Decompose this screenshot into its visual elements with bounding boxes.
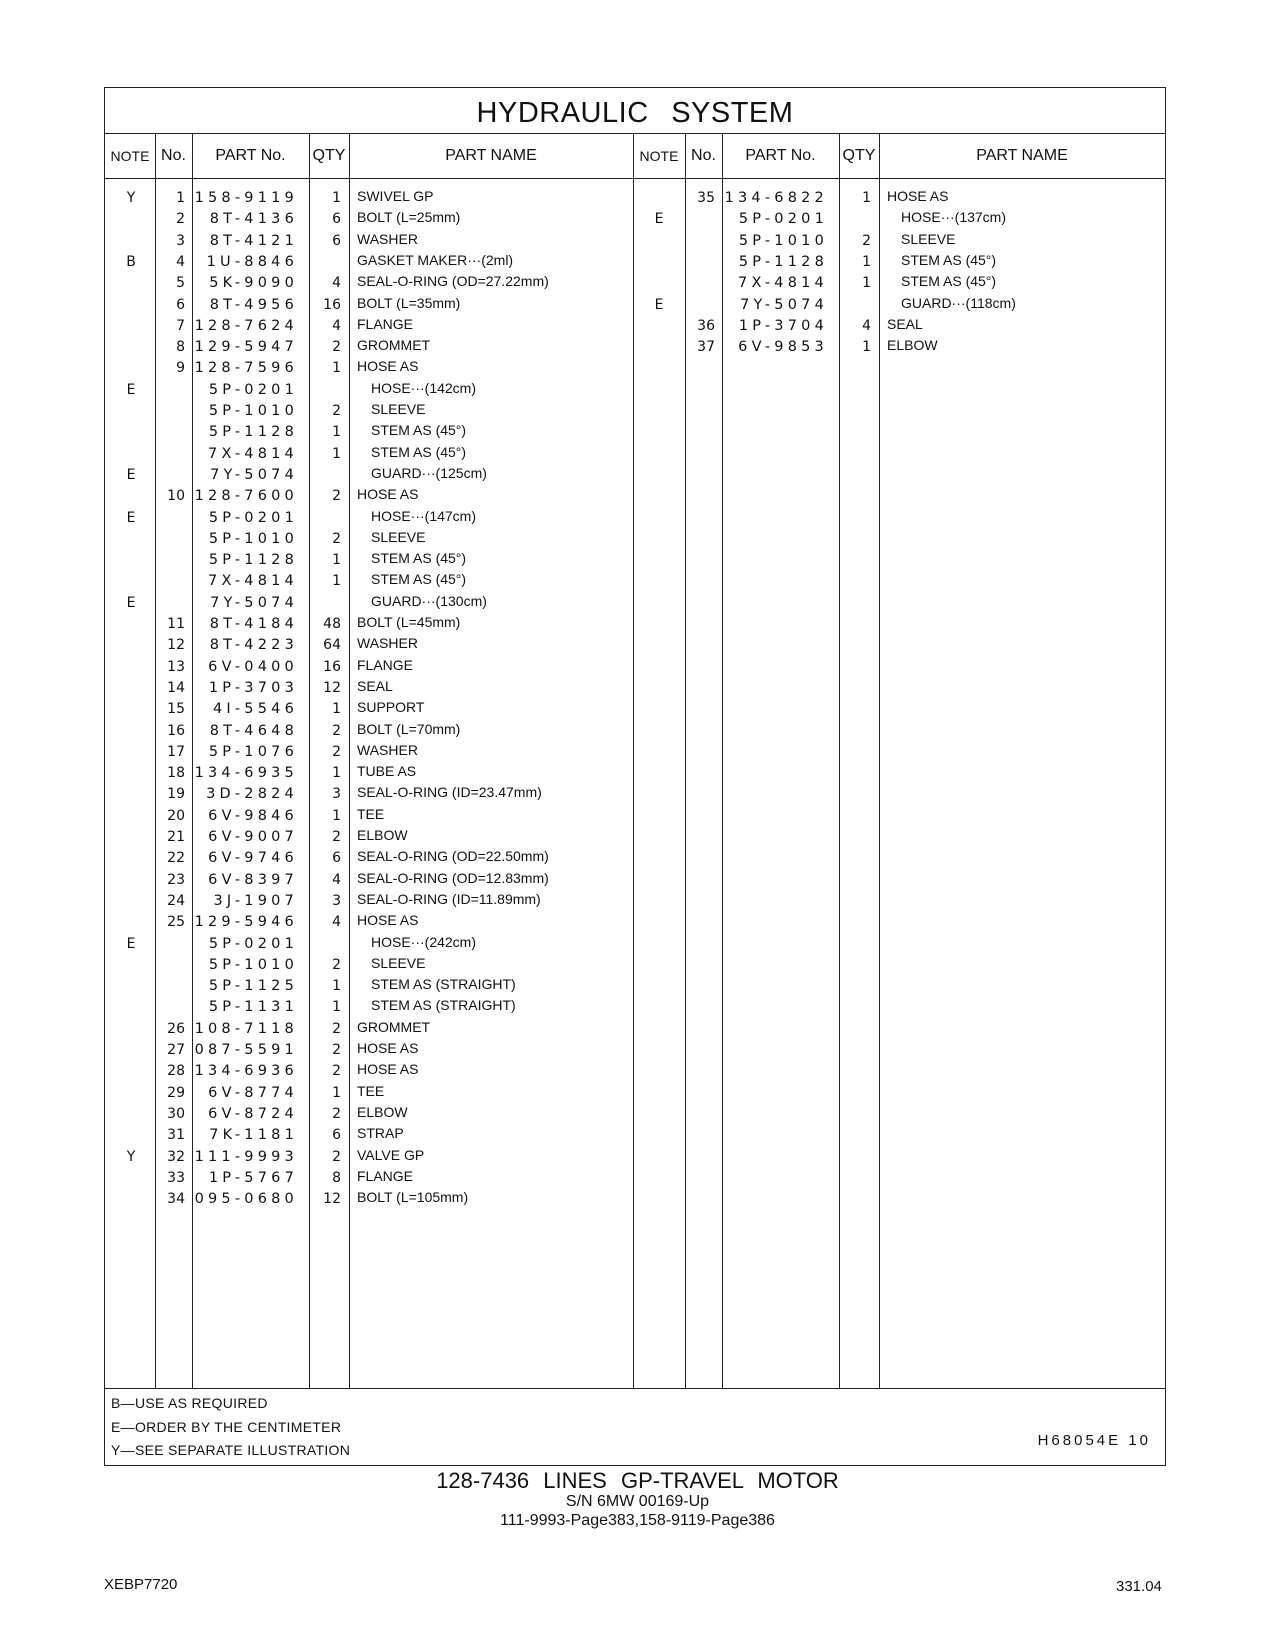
row-part-name: SEAL-O-RING (OD=27.22mm) xyxy=(357,273,549,290)
row-item-number: 20 xyxy=(167,807,185,824)
row-part-number: 6V-9846 xyxy=(208,807,298,824)
table-header xyxy=(105,134,1165,179)
row-quantity: 1 xyxy=(332,1084,341,1101)
header-name-right: PART NAME xyxy=(976,147,1068,164)
row-item-number: 3 xyxy=(176,232,185,249)
table-row xyxy=(105,358,1165,380)
table-row xyxy=(105,934,1165,956)
table-row xyxy=(105,1168,1165,1190)
table-row xyxy=(105,997,1165,1019)
row-part-name: ELBOW xyxy=(357,1103,408,1120)
row-item-number: 7 xyxy=(176,317,185,334)
row-part-number: 5P-1128 xyxy=(738,253,828,270)
row-part-name: GUARD···(125cm) xyxy=(371,464,487,481)
row-quantity: 12 xyxy=(323,1191,341,1208)
row-part-name: HOSE···(137cm) xyxy=(901,209,1007,226)
header-part-right: PART No. xyxy=(745,147,816,164)
table-row xyxy=(105,295,1165,317)
row-quantity: 1 xyxy=(332,765,341,782)
table-row xyxy=(105,465,1165,487)
row-part-name: WASHER xyxy=(357,741,418,758)
row-part-number: 6V-9007 xyxy=(208,829,298,845)
row-part-number: 5P-1128 xyxy=(208,424,298,441)
row-item-number: 10 xyxy=(167,488,185,505)
parts-table-frame xyxy=(104,87,1166,1466)
row-item-number: 14 xyxy=(167,679,185,696)
row-part-name: WASHER xyxy=(357,635,418,652)
row-item-number: 22 xyxy=(167,850,185,867)
row-item-number: 2 xyxy=(176,211,185,228)
row-quantity: 16 xyxy=(323,296,341,313)
table-footer xyxy=(105,1388,1165,1465)
row-note: E xyxy=(126,381,136,398)
row-part-number: 5P-0201 xyxy=(208,509,298,526)
table-row xyxy=(105,827,1165,849)
row-quantity: 16 xyxy=(323,658,341,675)
row-part-name: VALVE GP xyxy=(357,1146,425,1163)
table-row xyxy=(105,486,1165,508)
row-item-number: 35 xyxy=(697,190,715,206)
header-qty-left: QTY xyxy=(312,147,346,164)
row-part-number: 6V-8774 xyxy=(208,1084,298,1101)
footnote-e: E—ORDER BY THE CENTIMETER xyxy=(111,1419,342,1435)
row-part-name: SEAL-O-RING (ID=23.47mm) xyxy=(357,784,542,801)
row-quantity: 2 xyxy=(332,743,341,760)
table-row xyxy=(105,699,1165,721)
row-part-number: 095-0680 xyxy=(194,1191,298,1208)
row-part-number: 5P-1010 xyxy=(208,403,298,419)
row-part-number: 7K-1181 xyxy=(209,1127,298,1144)
row-part-number: 134-6822 xyxy=(724,190,828,206)
row-part-number: 7X-4814 xyxy=(208,445,298,462)
row-part-number: 108-7118 xyxy=(194,1020,298,1037)
row-note: Y xyxy=(126,190,136,206)
row-part-number: 8T-4121 xyxy=(209,232,298,249)
row-note: E xyxy=(126,935,136,952)
row-part-name: WASHER xyxy=(357,230,418,247)
row-part-name: HOSE AS xyxy=(357,912,419,929)
row-quantity: 64 xyxy=(323,637,341,654)
table-row xyxy=(105,848,1165,870)
row-item-number: 31 xyxy=(167,1127,185,1144)
row-quantity: 3 xyxy=(332,786,341,803)
row-part-number: 5P-0201 xyxy=(208,381,298,398)
table-row xyxy=(105,252,1165,274)
row-quantity: 1 xyxy=(332,190,341,206)
table-row xyxy=(105,380,1165,402)
table-row xyxy=(105,976,1165,998)
table-row xyxy=(105,273,1165,295)
row-part-number: 8T-4184 xyxy=(209,616,298,632)
row-item-number: 27 xyxy=(167,1042,185,1058)
table-row xyxy=(105,1061,1165,1083)
table-row xyxy=(105,529,1165,551)
row-item-number: 11 xyxy=(167,616,185,632)
row-part-number: 129-5947 xyxy=(194,339,298,356)
row-part-name: STEM AS (45°) xyxy=(371,443,467,460)
row-note: E xyxy=(654,211,664,228)
row-quantity: 1 xyxy=(332,360,341,377)
row-quantity: 2 xyxy=(332,530,341,547)
row-part-number: 8T-4648 xyxy=(209,722,298,739)
row-part-number: 7X-4814 xyxy=(208,573,298,590)
row-part-name: SEAL xyxy=(887,315,923,332)
row-part-number: 7Y-5074 xyxy=(210,594,298,611)
table-row xyxy=(105,763,1165,785)
table-row xyxy=(105,806,1165,828)
row-part-name: BOLT (L=35mm) xyxy=(357,294,461,311)
row-quantity: 1 xyxy=(332,552,341,569)
row-part-name: STEM AS (STRAIGHT) xyxy=(371,976,516,993)
row-part-number: 5P-1125 xyxy=(208,978,298,995)
row-quantity: 1 xyxy=(332,807,341,824)
footnote-y: Y—SEE SEPARATE ILLUSTRATION xyxy=(111,1442,351,1458)
table-row xyxy=(105,635,1165,657)
row-item-number: 32 xyxy=(167,1148,185,1165)
header-no-left: No. xyxy=(161,147,186,164)
row-part-name: STEM AS (45°) xyxy=(371,571,467,588)
row-part-number: 8T-4956 xyxy=(209,296,298,313)
row-part-name: SUPPORT xyxy=(357,699,425,716)
row-item-number: 18 xyxy=(167,765,185,782)
row-part-name: STRAP xyxy=(357,1125,404,1142)
row-part-name: SEAL-O-RING (OD=22.50mm) xyxy=(357,848,549,865)
table-row xyxy=(105,188,1165,210)
row-quantity: 2 xyxy=(332,956,341,973)
row-part-number: 7Y-5074 xyxy=(740,296,828,313)
table-row xyxy=(105,316,1165,338)
row-part-number: 1U-8846 xyxy=(206,253,298,270)
row-item-number: 21 xyxy=(167,829,185,845)
row-part-name: TEE xyxy=(357,1082,385,1099)
row-part-name: GUARD···(130cm) xyxy=(371,592,487,609)
row-part-name: HOSE···(242cm) xyxy=(371,933,477,950)
row-item-number: 29 xyxy=(167,1084,185,1101)
row-part-name: SLEEVE xyxy=(371,401,426,417)
row-part-name: HOSE AS xyxy=(357,1040,419,1056)
row-quantity: 4 xyxy=(332,914,341,931)
row-part-number: 5P-1010 xyxy=(208,530,298,547)
row-part-name: SLEEVE xyxy=(371,954,426,971)
header-part-left: PART No. xyxy=(215,147,286,164)
row-part-number: 128-7624 xyxy=(194,317,298,334)
footnote-b: B—USE AS REQUIRED xyxy=(111,1395,268,1411)
header-note-right: NOTE xyxy=(639,148,679,164)
row-part-name: BOLT (L=105mm) xyxy=(357,1189,469,1206)
row-quantity: 1 xyxy=(332,999,341,1016)
row-part-name: SLEEVE xyxy=(371,528,426,545)
row-part-name: HOSE AS xyxy=(357,486,419,503)
row-quantity: 12 xyxy=(323,679,341,696)
row-item-number: 34 xyxy=(167,1191,185,1208)
row-part-number: 5P-1010 xyxy=(738,232,828,249)
row-part-name: STEM AS (45°) xyxy=(901,273,997,290)
table-row xyxy=(105,1040,1165,1062)
row-quantity: 2 xyxy=(332,1105,341,1122)
table-row xyxy=(105,550,1165,572)
row-part-number: 129-5946 xyxy=(194,914,298,931)
row-item-number: 28 xyxy=(167,1063,185,1080)
row-quantity: 1 xyxy=(862,339,871,356)
row-part-number: 1P-5767 xyxy=(208,1169,298,1186)
table-row xyxy=(105,870,1165,892)
table-row xyxy=(105,508,1165,530)
table-row xyxy=(105,593,1165,615)
row-part-name: STEM AS (45°) xyxy=(371,550,467,567)
document-id: XEBP7720 xyxy=(104,1576,178,1593)
table-row xyxy=(105,401,1165,423)
row-part-number: 5P-1128 xyxy=(208,552,298,569)
row-part-name: HOSE AS xyxy=(357,1061,419,1078)
table-row xyxy=(105,891,1165,913)
row-part-name: HOSE···(147cm) xyxy=(371,507,477,524)
table-title: HYDRAULIC SYSTEM xyxy=(105,88,1165,134)
row-part-name: BOLT (L=70mm) xyxy=(357,720,461,737)
row-part-name: SEAL-O-RING (OD=12.83mm) xyxy=(357,869,549,886)
row-part-name: STEM AS (STRAIGHT) xyxy=(371,997,516,1014)
row-quantity: 2 xyxy=(332,1042,341,1058)
row-part-number: 134-6936 xyxy=(194,1063,298,1080)
page-references: 111-9993-Page383,158-9119-Page386 xyxy=(500,1512,775,1529)
table-row xyxy=(105,678,1165,700)
table-row xyxy=(105,742,1165,764)
table-row xyxy=(105,422,1165,444)
row-part-name: GASKET MAKER···(2ml) xyxy=(357,251,514,268)
row-item-number: 12 xyxy=(167,637,185,654)
row-part-number: 5K-9090 xyxy=(209,275,298,292)
table-row xyxy=(105,337,1165,359)
row-part-name: STEM AS (45°) xyxy=(371,422,467,439)
row-note: E xyxy=(126,594,136,611)
row-part-name: GUARD···(118cm) xyxy=(901,294,1016,311)
row-part-name: GROMMET xyxy=(357,1018,431,1035)
row-item-number: 16 xyxy=(167,722,185,739)
table-row xyxy=(105,1019,1165,1041)
row-part-number: 3D-2824 xyxy=(206,786,298,803)
row-note: E xyxy=(126,466,136,483)
row-quantity: 2 xyxy=(332,339,341,356)
table-row xyxy=(105,1125,1165,1147)
row-quantity: 4 xyxy=(332,317,341,334)
row-quantity: 6 xyxy=(332,850,341,867)
row-item-number: 8 xyxy=(176,339,185,356)
row-quantity: 4 xyxy=(332,275,341,292)
row-item-number: 25 xyxy=(167,914,185,931)
row-quantity: 4 xyxy=(862,317,871,334)
row-quantity: 1 xyxy=(862,190,871,206)
row-quantity: 2 xyxy=(862,232,871,249)
table-row xyxy=(105,784,1165,806)
row-quantity: 2 xyxy=(332,403,341,419)
row-item-number: 1 xyxy=(176,190,185,206)
table-row xyxy=(105,231,1165,253)
row-part-number: 5P-1010 xyxy=(208,956,298,973)
row-quantity: 1 xyxy=(862,253,871,270)
row-quantity: 1 xyxy=(332,978,341,995)
row-part-number: 1P-3704 xyxy=(738,317,828,334)
table-row xyxy=(105,571,1165,593)
header-no-right: No. xyxy=(691,147,716,164)
page-number: 331.04 xyxy=(1116,1578,1162,1595)
row-item-number: 5 xyxy=(176,275,185,292)
row-part-number: 5P-1076 xyxy=(208,743,298,760)
table-row xyxy=(105,614,1165,636)
row-quantity: 1 xyxy=(332,445,341,462)
row-part-name: FLANGE xyxy=(357,1167,414,1184)
row-part-number: 158-9119 xyxy=(194,190,298,206)
serial-range: S/N 6MW 00169-Up xyxy=(565,1493,710,1510)
header-note-left: NOTE xyxy=(110,148,150,164)
row-part-name: FLANGE xyxy=(357,315,414,332)
row-note: E xyxy=(654,296,664,313)
row-part-number: 6V-0400 xyxy=(208,658,298,675)
row-part-number: 8T-4223 xyxy=(209,637,298,654)
row-part-number: 6V-9746 xyxy=(208,850,298,867)
row-item-number: 19 xyxy=(167,786,185,803)
row-item-number: 17 xyxy=(167,743,185,760)
row-part-number: 128-7596 xyxy=(194,360,298,377)
row-part-number: 3J-1907 xyxy=(213,892,298,909)
row-item-number: 23 xyxy=(167,871,185,888)
row-quantity: 2 xyxy=(332,1020,341,1037)
row-item-number: 13 xyxy=(167,658,185,675)
row-part-number: 7Y-5074 xyxy=(210,466,298,483)
row-quantity: 6 xyxy=(332,211,341,228)
row-part-number: 6V-8397 xyxy=(208,871,298,888)
row-part-name: GROMMET xyxy=(357,337,431,354)
row-part-name: ELBOW xyxy=(357,827,408,843)
row-item-number: 24 xyxy=(167,892,185,909)
table-row xyxy=(105,657,1165,679)
row-quantity: 6 xyxy=(332,232,341,249)
row-item-number: 26 xyxy=(167,1020,185,1037)
row-part-name: HOSE AS xyxy=(887,188,949,204)
row-part-number: 111-9993 xyxy=(194,1148,298,1165)
row-quantity: 1 xyxy=(332,573,341,590)
row-item-number: 37 xyxy=(697,339,715,356)
row-part-name: HOSE AS xyxy=(357,358,419,375)
row-part-name: SEAL xyxy=(357,677,393,694)
row-part-name: BOLT (L=45mm) xyxy=(357,614,461,630)
row-item-number: 4 xyxy=(176,253,185,270)
table-row xyxy=(105,912,1165,934)
row-quantity: 2 xyxy=(332,829,341,845)
row-quantity: 2 xyxy=(332,722,341,739)
row-item-number: 6 xyxy=(176,296,185,313)
row-item-number: 9 xyxy=(176,360,185,377)
row-part-number: 5P-0201 xyxy=(208,935,298,952)
row-quantity: 48 xyxy=(323,616,341,632)
header-qty-right: QTY xyxy=(842,147,876,164)
row-quantity: 3 xyxy=(332,892,341,909)
header-name-left: PART NAME xyxy=(445,147,537,164)
row-quantity: 4 xyxy=(332,871,341,888)
table-row xyxy=(105,1083,1165,1105)
table-row xyxy=(105,1104,1165,1126)
row-part-number: 5P-0201 xyxy=(738,211,828,228)
row-part-name: FLANGE xyxy=(357,656,414,673)
table-row xyxy=(105,444,1165,466)
row-part-number: 4I-5546 xyxy=(212,701,298,718)
row-part-name: SEAL-O-RING (ID=11.89mm) xyxy=(357,890,541,907)
row-note: B xyxy=(126,253,136,270)
table-row xyxy=(105,209,1165,231)
row-part-name: STEM AS (45°) xyxy=(901,251,997,268)
row-part-name: SLEEVE xyxy=(901,230,956,247)
row-part-name: SWIVEL GP xyxy=(357,188,434,204)
row-quantity: 2 xyxy=(332,1063,341,1080)
row-part-number: 5P-1131 xyxy=(208,999,298,1016)
group-title: 128-7436 LINES GP-TRAVEL MOTOR xyxy=(436,1468,839,1493)
row-item-number: 30 xyxy=(167,1105,185,1122)
row-part-number: 134-6935 xyxy=(194,765,298,782)
row-part-number: 8T-4136 xyxy=(209,211,298,228)
table-row xyxy=(105,1189,1165,1211)
row-part-number: 6V-9853 xyxy=(738,339,828,356)
row-part-number: 1P-3703 xyxy=(208,679,298,696)
row-note: Y xyxy=(126,1148,136,1165)
row-part-number: 087-5591 xyxy=(194,1042,298,1058)
row-part-number: 7X-4814 xyxy=(738,275,828,292)
row-part-number: 128-7600 xyxy=(194,488,298,505)
row-item-number: 33 xyxy=(167,1169,185,1186)
table-row xyxy=(105,955,1165,977)
row-quantity: 1 xyxy=(332,701,341,718)
row-quantity: 1 xyxy=(862,275,871,292)
row-part-name: BOLT (L=25mm) xyxy=(357,209,461,226)
row-part-name: TEE xyxy=(357,805,385,822)
row-note: E xyxy=(126,509,136,526)
table-row xyxy=(105,1147,1165,1169)
row-quantity: 8 xyxy=(332,1169,341,1186)
row-part-name: HOSE···(142cm) xyxy=(371,379,477,396)
row-part-name: ELBOW xyxy=(887,337,938,354)
row-part-name: TUBE AS xyxy=(357,763,417,780)
row-item-number: 36 xyxy=(697,317,715,334)
row-quantity: 6 xyxy=(332,1127,341,1144)
row-quantity: 2 xyxy=(332,488,341,505)
illustration-code: H68054E 10 xyxy=(1037,1432,1151,1449)
table-row xyxy=(105,721,1165,743)
row-part-number: 6V-8724 xyxy=(208,1105,298,1122)
row-quantity: 2 xyxy=(332,1148,341,1165)
row-item-number: 15 xyxy=(167,701,185,718)
row-quantity: 1 xyxy=(332,424,341,441)
